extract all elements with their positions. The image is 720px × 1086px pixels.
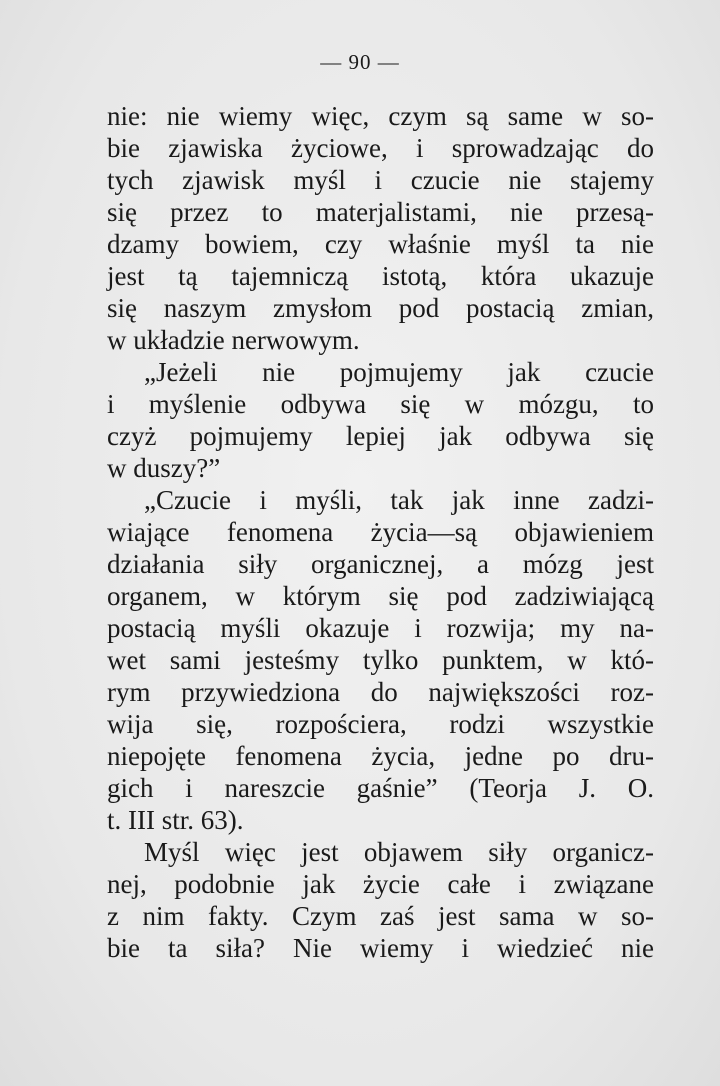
text-line: „Czucie i myśli, tak jak inne zadzi- [144,485,654,515]
text-line: nie: nie wiemy więc, czym są same w so- [107,101,654,131]
text-line: postacią myśli okazuje i rozwija; my na- [107,613,654,643]
text-line: w układzie nerwowym. [107,325,360,355]
text-line: organem, w którym się pod zadziwiającą [107,581,654,611]
text-line: w duszy?” [107,453,221,483]
text-line: Myśl więc jest objawem siły organicz- [144,837,654,867]
text-line: rym przywiedziona do największości roz- [107,677,654,707]
text-line: t. III str. 63). [107,805,244,835]
page-number: — 90 — [320,50,400,74]
text-line: wet sami jesteśmy tylko punktem, w któ- [107,645,654,675]
text-line: bie ta siła? Nie wiemy i wiedzieć nie [107,933,654,963]
text-line: „Jeżeli nie pojmujemy jak czucie [144,357,654,387]
text-line: gich i nareszcie gaśnie” (Teorja J. O. [107,773,654,803]
text-line: dzamy bowiem, czy właśnie myśl ta nie [107,229,654,259]
text-line: bie zjawiska życiowe, i sprowadzając do [107,133,654,163]
body-text [107,100,654,964]
text-line: z nim fakty. Czym zaś jest sama w so- [107,901,654,931]
text-line: działania siły organicznej, a mózg jest [107,549,654,579]
text-line: czyż pojmujemy lepiej jak odbywa się [107,421,654,451]
text-line: jest tą tajemniczą istotą, która ukazuje [107,261,654,291]
text-line: się przez to materjalistami, nie przesą- [107,197,654,227]
text-line: i myślenie odbywa się w mózgu, to [107,389,654,419]
text-line: wija się, rozpościera, rodzi wszystkie [107,709,654,739]
text-line: się naszym zmysłom pod postacią zmian, [107,293,654,323]
text-line: nej, podobnie jak życie całe i związane [107,869,654,899]
text-line: tych zjawisk myśl i czucie nie stajemy [107,165,654,195]
text-line: wiające fenomena życia—są objawieniem [107,517,654,547]
text-line: niepojęte fenomena życia, jedne po dru- [107,741,654,771]
